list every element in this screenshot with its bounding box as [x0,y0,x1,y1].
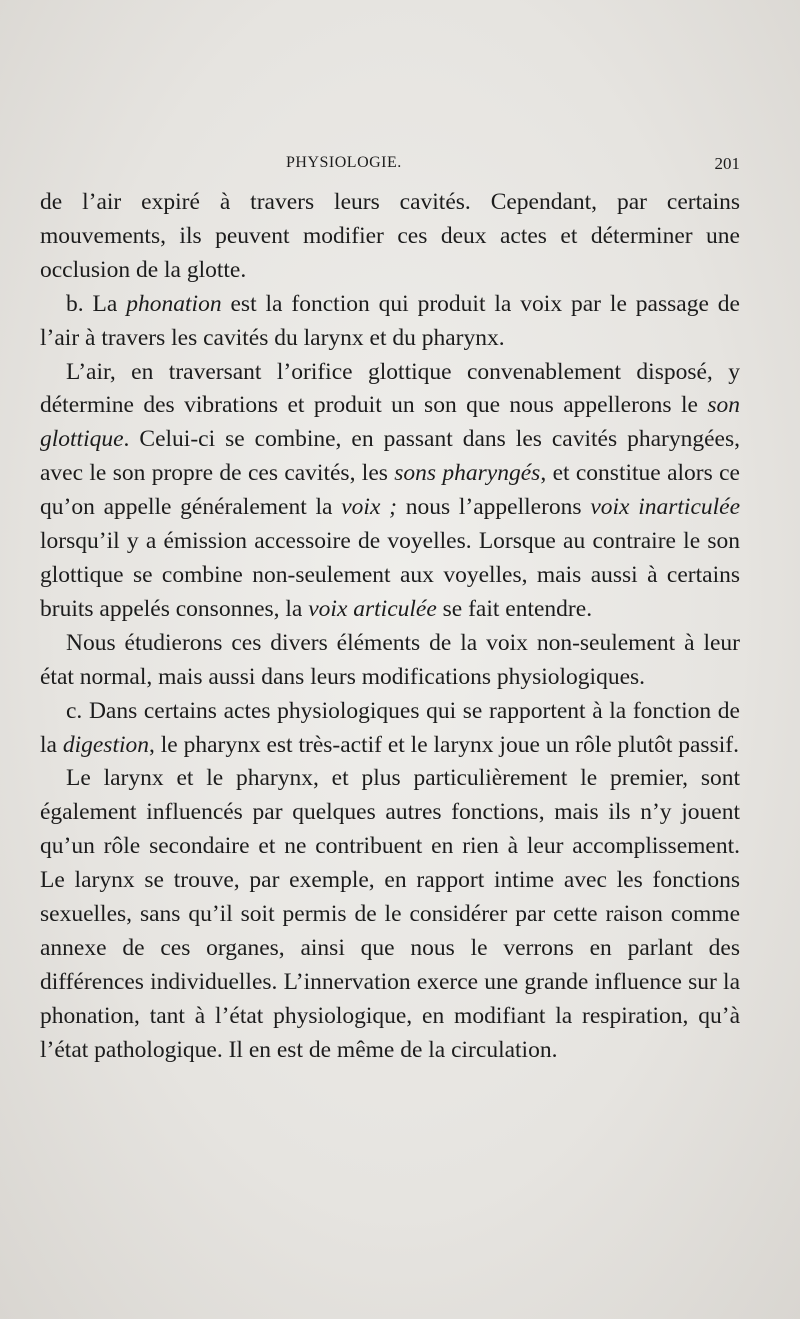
paragraph [40,186,740,288]
text-run: lorsqu’il y a émission accessoire de voyelles. Lorsque au contraire le son glottique se combine non-seulement aux voyelles, mais aussi à certains bruits appelés consonnes, la [40,528,740,622]
italic-text: digestion [62,731,150,758]
body-text [40,186,740,1068]
italic-text: phonation [126,290,222,317]
italic-text: voix ; [341,494,397,521]
italic-text: son glottique [40,392,740,453]
text-run: se fait entendre. [436,595,593,622]
text-run: est la fonction qui produit la voix par le passage de l’air à travers les cavités du larynx et du pharynx. [40,290,740,351]
text-run: . Celui-ci se combine, en passant dans les cavités pharyngées, avec le son propre de ces cavités, les [40,426,740,487]
text-run: Le larynx et le pharynx, et plus particulièrement le premier, sont également influencés par quelques autres fonctions, mais ils n’y jouent qu’un rôle secondaire et ne contribuent en rien à leur accomplissement. Le larynx se trouve, par exemple, en rapport intime avec les fonctions sexuelles, sans qu’il soit permis de le considérer par cette raison comme annexe de ces organes, ainsi que nous le verrons en parlant des différences individuelles. L’innervation exerce une grande influence sur la phonation, tant à l’état physiologique, en modifiant la respiration, qu’à l’état pathologique. Il en est de même de la circulation. [40,765,740,1063]
italic-text: voix inarticulée [590,494,741,521]
running-title: PHYSIOLOGIE. [286,154,402,171]
text-run: , et constitue alors ce qu’on appelle généralement la [40,460,740,521]
text-run: de l’air expiré à travers leurs cavités. Cependant, par certains mouvements, ils peuvent modifier ces deux actes et déterminer une occlusion de la glotte. [40,189,740,283]
text-run: , le pharynx est très-actif et le larynx joue un rôle plutôt passif. [149,731,739,758]
text-run: L’air, en traversant l’orifice glottique convenablement disposé, y détermine des vibrations et produit un son que nous appellerons le [40,358,740,419]
paragraph [40,762,740,1067]
paragraph [40,627,740,695]
text-run: Nous étudierons ces divers éléments de la voix non-seulement à leur état normal, mais aussi dans leurs modifications physiologiques. [40,629,740,690]
paragraph [40,356,740,627]
text-run: c. Dans certains actes physiologiques qui se rapportent à la fonction de la [40,697,740,758]
page-number: 201 [714,154,740,173]
text-run: b. La [66,290,127,317]
page-header [40,154,740,184]
text-run: nous l’appellerons [396,494,591,521]
paragraph [40,288,740,356]
italic-text: voix articulée [308,595,437,622]
italic-text: sons pharyngés [394,460,541,487]
paragraph [40,695,740,763]
